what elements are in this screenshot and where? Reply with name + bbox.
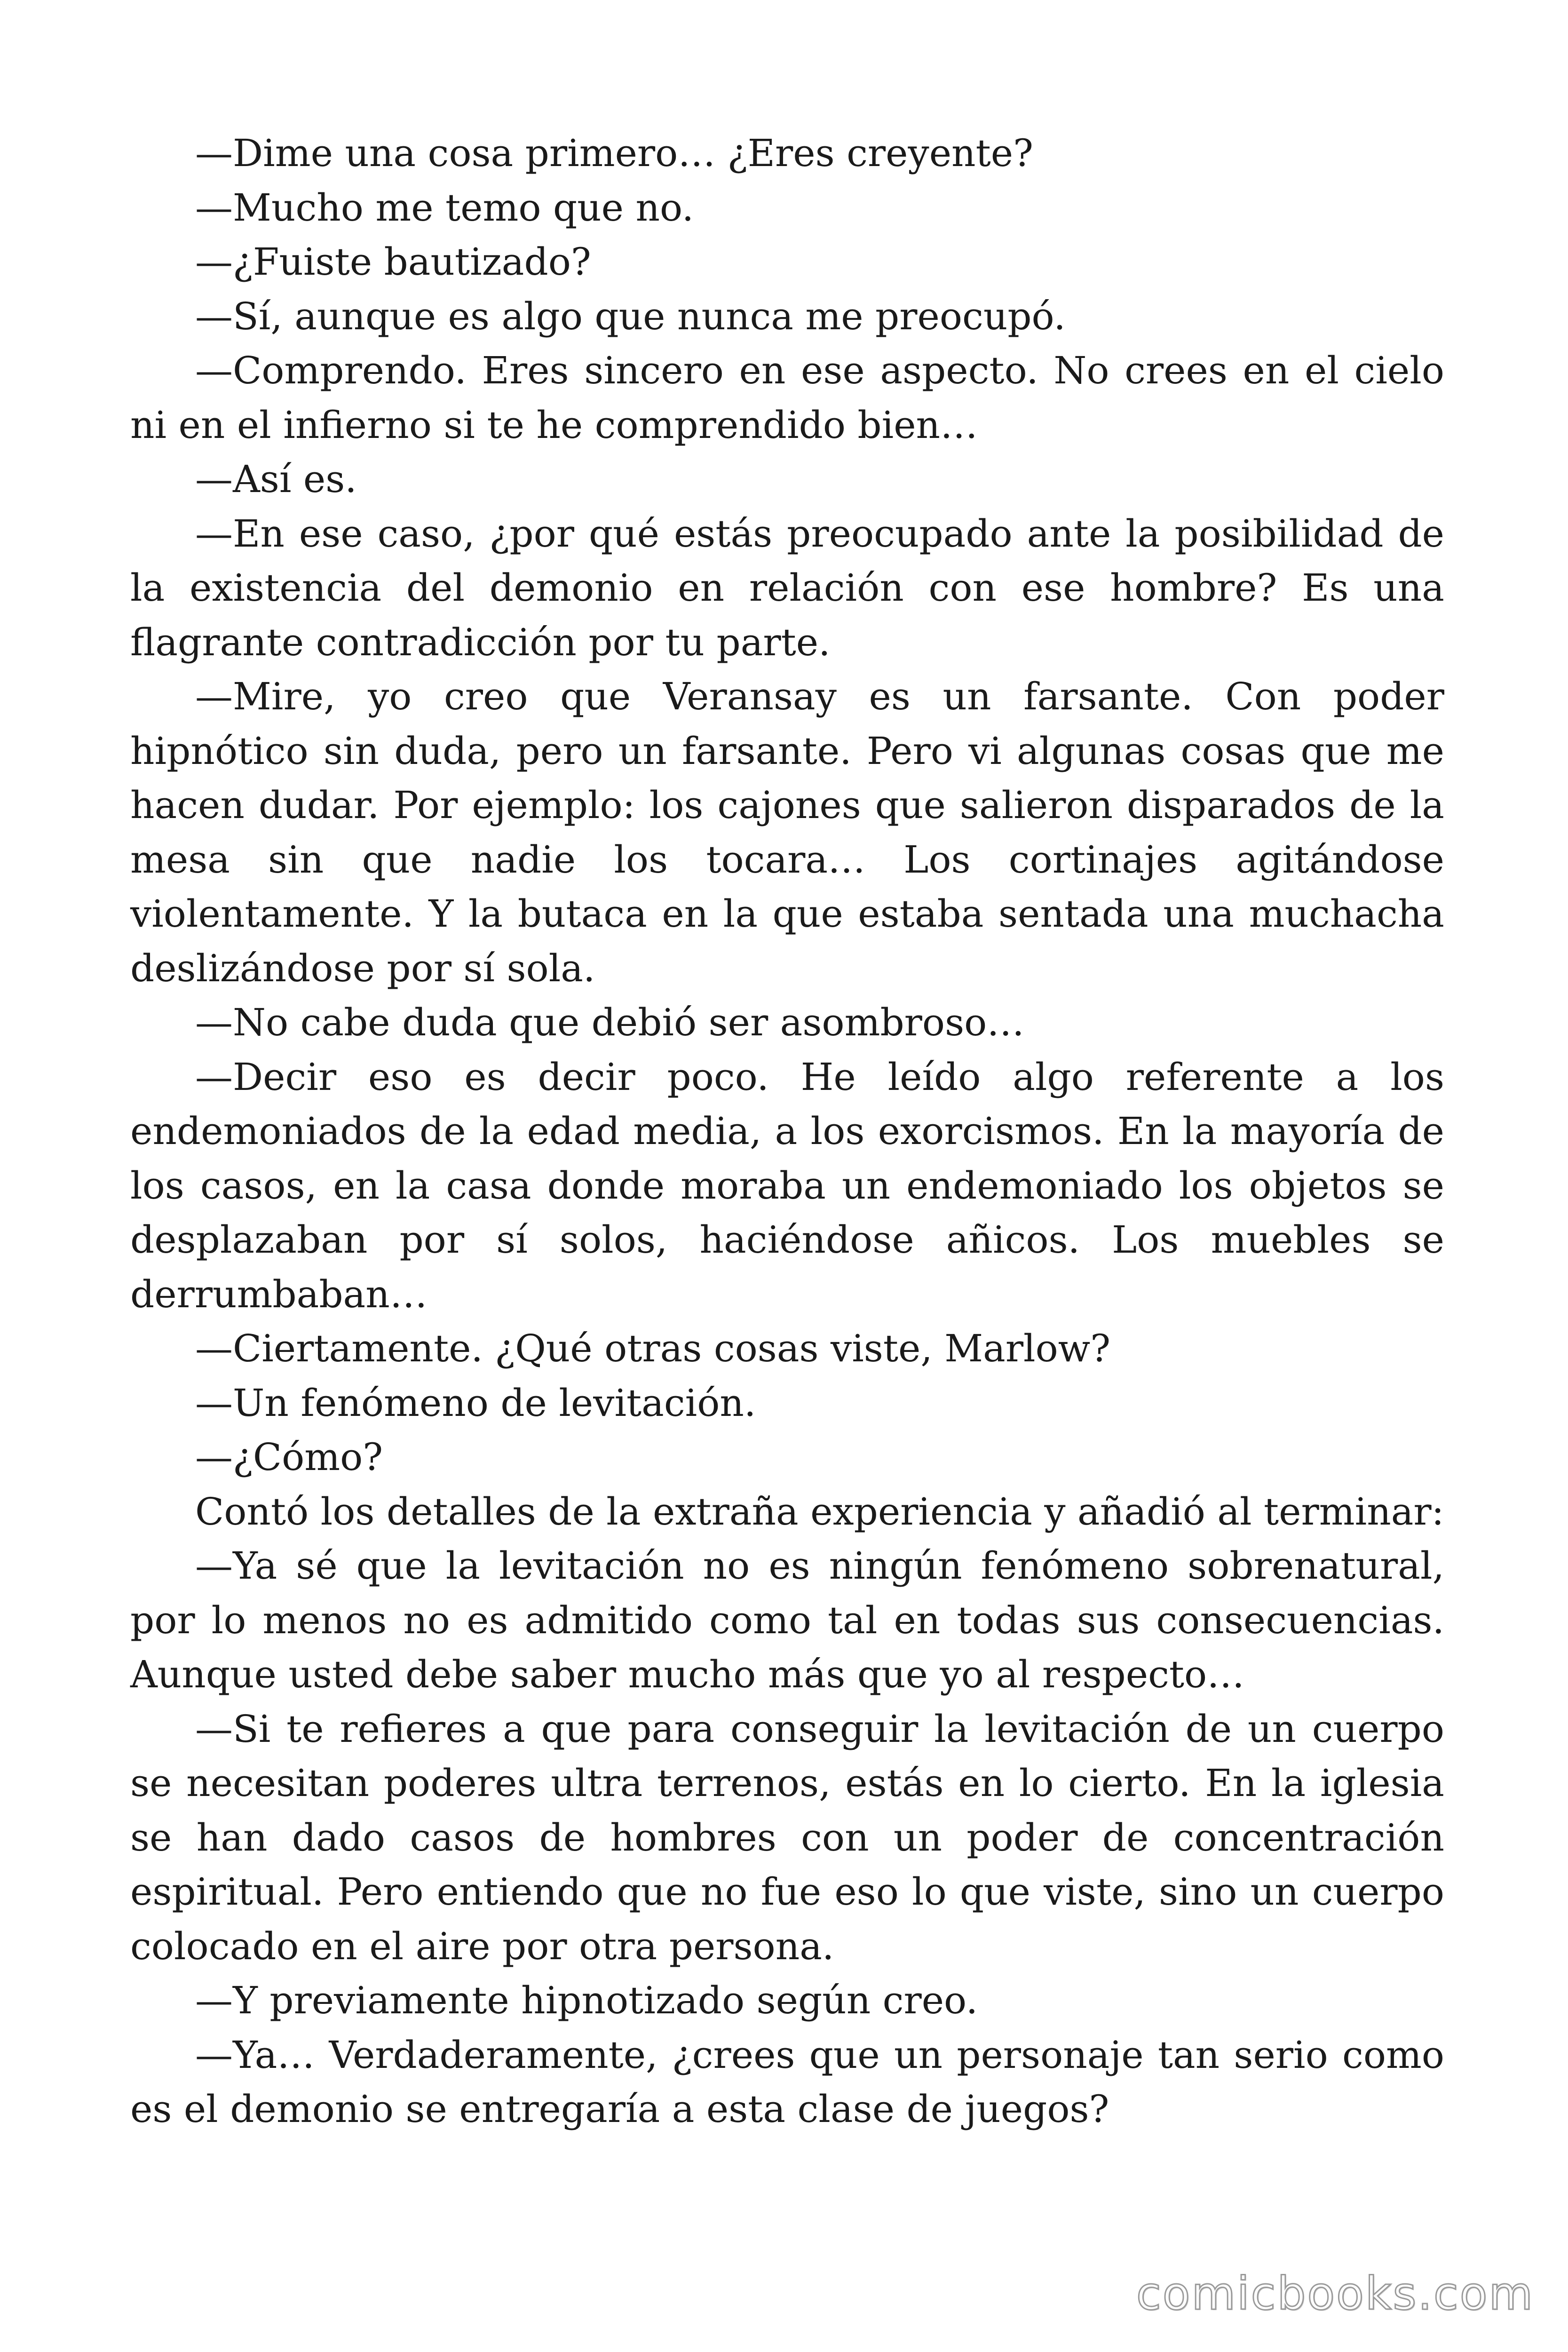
paragraph: —Si te refieres a que para conseguir la levitación de un cuerpo se necesitan poderes ultra terrenos, estás en lo cierto. En la iglesia se han dado casos de hombres con un poder de concentración espiritual. Pero entiendo que no fue eso lo que viste, sino un cuerpo colocado en el aire por otra persona. — [130, 1707, 1444, 1968]
paragraph: —Mucho me temo que no. — [195, 185, 694, 230]
paragraph: —Ya sé que la levitación no es ningún fenómeno sobrenatural, por lo menos no es admitido como tal en todas sus consecuencias. Aunque usted debe saber mucho más que yo al respecto… — [130, 1544, 1444, 1696]
paragraph: —Decir eso es decir poco. He leído algo referente a los endemoniados de la edad media, a los exorcismos. En la mayoría de los casos, en la casa donde moraba un endemoniado los objetos se desplazaban por sí solos, haciéndose añicos. Los muebles se derrumbaban… — [130, 1055, 1444, 1316]
paragraph: —En ese caso, ¿por qué estás preocupado ante la posibilidad de la existencia del demonio en relación con ese hombre? Es una flagrante contradicción por tu parte. — [130, 511, 1444, 664]
page-text — [130, 126, 1444, 2137]
watermark: comicbooks.com — [1136, 2267, 1534, 2320]
paragraph: —Así es. — [195, 457, 357, 501]
paragraph: —Comprendo. Eres sincero en ese aspecto. No crees en el cielo ni en el infierno si te he comprendido bien… — [130, 349, 1444, 447]
paragraph: —No cabe duda que debió ser asombroso… — [195, 1001, 1025, 1044]
paragraph: —Ciertamente. ¿Qué otras cosas viste, Marlow? — [195, 1327, 1111, 1370]
paragraph: —Dime una cosa primero… ¿Eres creyente? — [195, 131, 1033, 175]
paragraph: —¿Cómo? — [195, 1435, 383, 1479]
paragraph: —Ya… Verdaderamente, ¿crees que un personaje tan serio como es el demonio se entregaría a esta clase de juegos? — [130, 2033, 1444, 2131]
paragraph: —Sí, aunque es algo que nunca me preocupó. — [195, 294, 1066, 338]
paragraph: —¿Fuiste bautizado? — [195, 240, 591, 284]
paragraph: —Un fenómeno de levitación. — [195, 1381, 756, 1425]
paragraph: Contó los detalles de la extraña experiencia y añadió al terminar: — [195, 1489, 1444, 1534]
paragraph: —Y previamente hipnotizado según creo. — [195, 1979, 978, 2022]
paragraph: —Mire, yo creo que Veransay es un farsante. Con poder hipnótico sin duda, pero un farsante. Pero vi algunas cosas que me hacen dudar. Por ejemplo: los cajones que salieron disparados de la mesa sin que nadie los tocara… Los cortinajes agitándose violentamente. Y la butaca en la que estaba sentada una muchacha deslizándose por sí sola. — [130, 675, 1444, 990]
